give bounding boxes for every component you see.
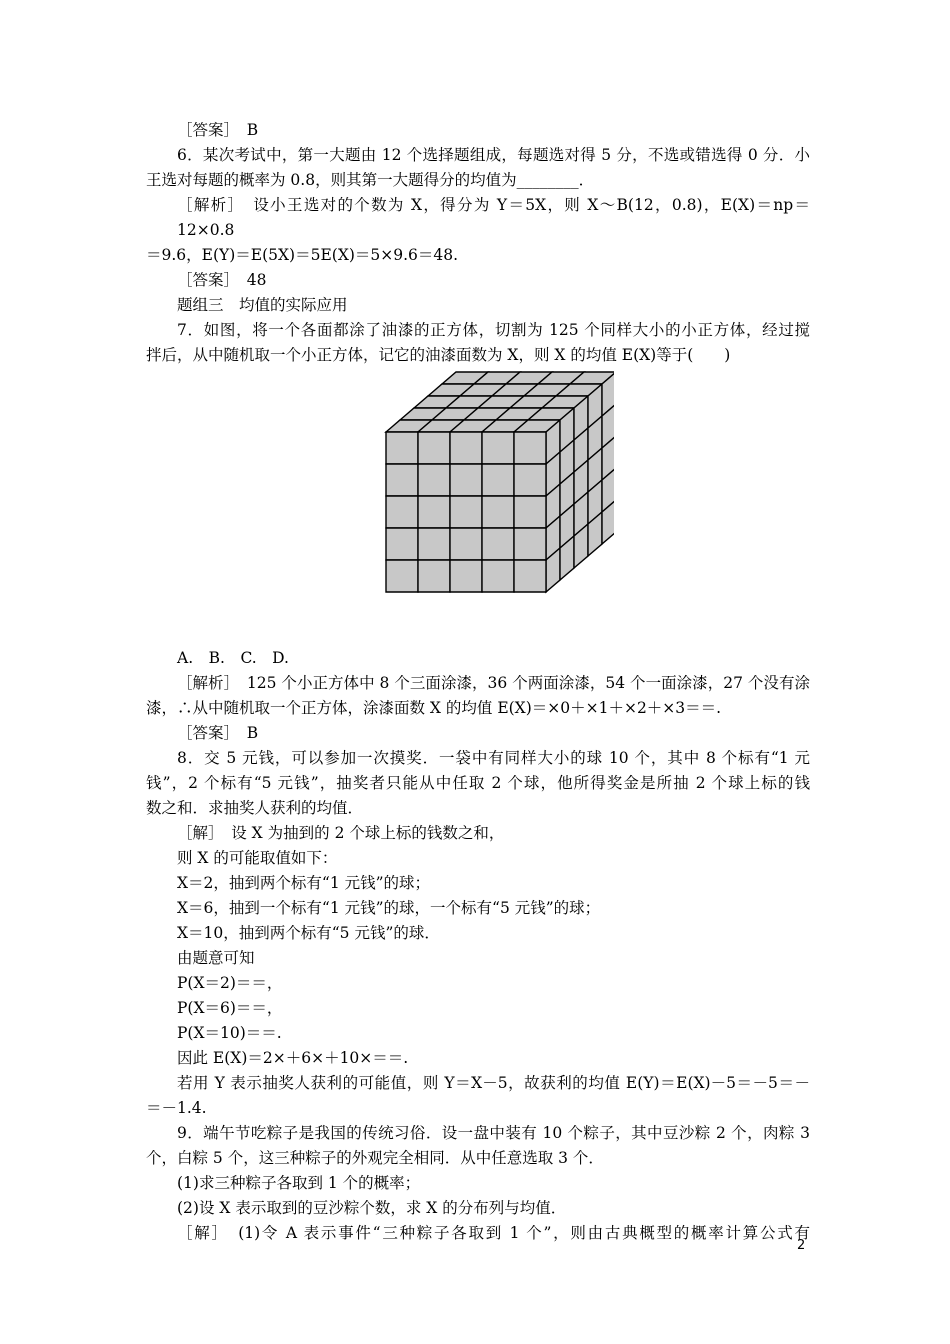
text-line: 9．端午节吃粽子是我国的传统习俗．设一盘中装有 10 个粽子，其中豆沙粽 2 个，肉粽 3 (177, 1124, 810, 1142)
front-face-cell (514, 464, 546, 496)
text-line: 则 X 的可能取值如下： (177, 849, 338, 867)
text-line: P(X＝2)＝＝， (177, 974, 283, 992)
text-line: ［答案］ B (177, 724, 259, 742)
text-line: ［答案］ 48 (177, 271, 267, 289)
front-face-cell (450, 464, 482, 496)
front-face-cell (386, 464, 418, 496)
text-line: 数之和．求抽奖人获利的均值． (146, 799, 364, 817)
front-face-cell (418, 560, 450, 592)
front-face-cell (482, 432, 514, 464)
text-line: 若用 Y 表示抽奖人获利的可能值，则 Y＝X－5，故获利的均值 E(Y)＝E(X)－5＝－5＝－ (177, 1074, 810, 1092)
front-face-cell (418, 496, 450, 528)
text-line: ［答案］ B (177, 121, 259, 139)
text-line: X＝2，抽到两个标有“1 元钱”的球； (177, 874, 431, 892)
front-face-cell (482, 464, 514, 496)
text-line: 因此 E(X)＝2×＋6×＋10×＝＝. (177, 1049, 409, 1067)
text-line: ＝9.6，E(Y)＝E(5X)＝5E(X)＝5×9.6＝48. (146, 246, 459, 264)
front-face-cell (482, 496, 514, 528)
painted-cube-diagram (384, 370, 614, 632)
text-line: (1)求三种粽子各取到 1 个的概率； (177, 1174, 421, 1192)
text-line: (2)设 X 表示取到的豆沙粽个数，求 X 的分布列与均值． (177, 1199, 567, 1217)
text-line: ［解析］ 设小王选对的个数为 X，得分为 Y＝5X，则 X～B(12，0.8)，E(X)＝np＝12×0.8 (177, 196, 810, 239)
text-line: P(X＝10)＝＝. (177, 1024, 282, 1042)
front-face-cell (386, 528, 418, 560)
text-line: ＝－1.4. (146, 1099, 207, 1117)
text-line: ［解析］ 125 个小正方体中 8 个三面涂漆，36 个两面涂漆，54 个一面涂漆，27 个没有涂 (177, 674, 810, 692)
front-face-cell (418, 528, 450, 560)
text-block-top (146, 118, 810, 368)
text-line: 6．某次考试中，第一大题由 12 个选择题组成，每题选对得 5 分，不选或错选得 0 分．小 (177, 146, 810, 164)
text-line: ［解］ (1)令 A 表示事件“三种粽子各取到 1 个”，则由古典概型的概率计算公式有 (177, 1224, 810, 1242)
front-face-cell (418, 464, 450, 496)
front-face-cell (386, 560, 418, 592)
text-line: ［解］ 设 X 为抽到的 2 个球上标的钱数之和， (177, 824, 505, 842)
page-number: 2 (797, 1238, 806, 1253)
front-face-cell (418, 432, 450, 464)
front-face-cell (450, 496, 482, 528)
text-line: X＝10，抽到两个标有“5 元钱”的球． (177, 924, 440, 942)
front-face-cell (386, 432, 418, 464)
front-face-cell (514, 528, 546, 560)
front-face-cell (450, 560, 482, 592)
document-body (146, 118, 810, 1246)
front-face-cell (482, 560, 514, 592)
text-line: 漆，∴从中随机取一个正方体，涂漆面数 X 的均值 E(X)＝×0＋×1＋×2＋×3＝＝. (146, 699, 722, 717)
text-line: P(X＝6)＝＝， (177, 999, 283, 1017)
front-face-cell (514, 432, 546, 464)
text-line: 8．交 5 元钱，可以参加一次摸奖．一袋中有同样大小的球 10 个，其中 8 个标有“1 元 (177, 749, 810, 767)
front-face-cell (450, 528, 482, 560)
text-line: 7．如图，将一个各面都涂了油漆的正方体，切割为 125 个同样大小的小正方体，经过搅 (177, 321, 810, 339)
text-line: 拌后，从中随机取一个小正方体，记它的油漆面数为 X，则 X 的均值 E(X)等于( ) (146, 346, 731, 364)
text-line: 题组三 均值的实际应用 (177, 296, 348, 314)
text-line: X＝6，抽到一个标有“1 元钱”的球，一个标有“5 元钱”的球； (177, 899, 601, 917)
cube-figure (146, 370, 810, 632)
text-line: 王选对每题的概率为 0.8，则其第一大题得分的均值为________． (146, 171, 595, 189)
front-face-cell (482, 528, 514, 560)
text-line: 钱”，2 个标有“5 元钱”，抽奖者只能从中任取 2 个球，他所得奖金是所抽 2 个球上标的钱 (146, 774, 810, 792)
front-face-cell (514, 496, 546, 528)
front-face-cell (514, 560, 546, 592)
text-line: A. B. C. D. (177, 649, 289, 667)
text-line: 个，白粽 5 个，这三种粽子的外观完全相同．从中任意选取 3 个． (146, 1149, 604, 1167)
front-face-cell (450, 432, 482, 464)
text-block-bottom (146, 646, 810, 1246)
front-face-cell (386, 496, 418, 528)
text-line: 由题意可知 (177, 949, 255, 967)
